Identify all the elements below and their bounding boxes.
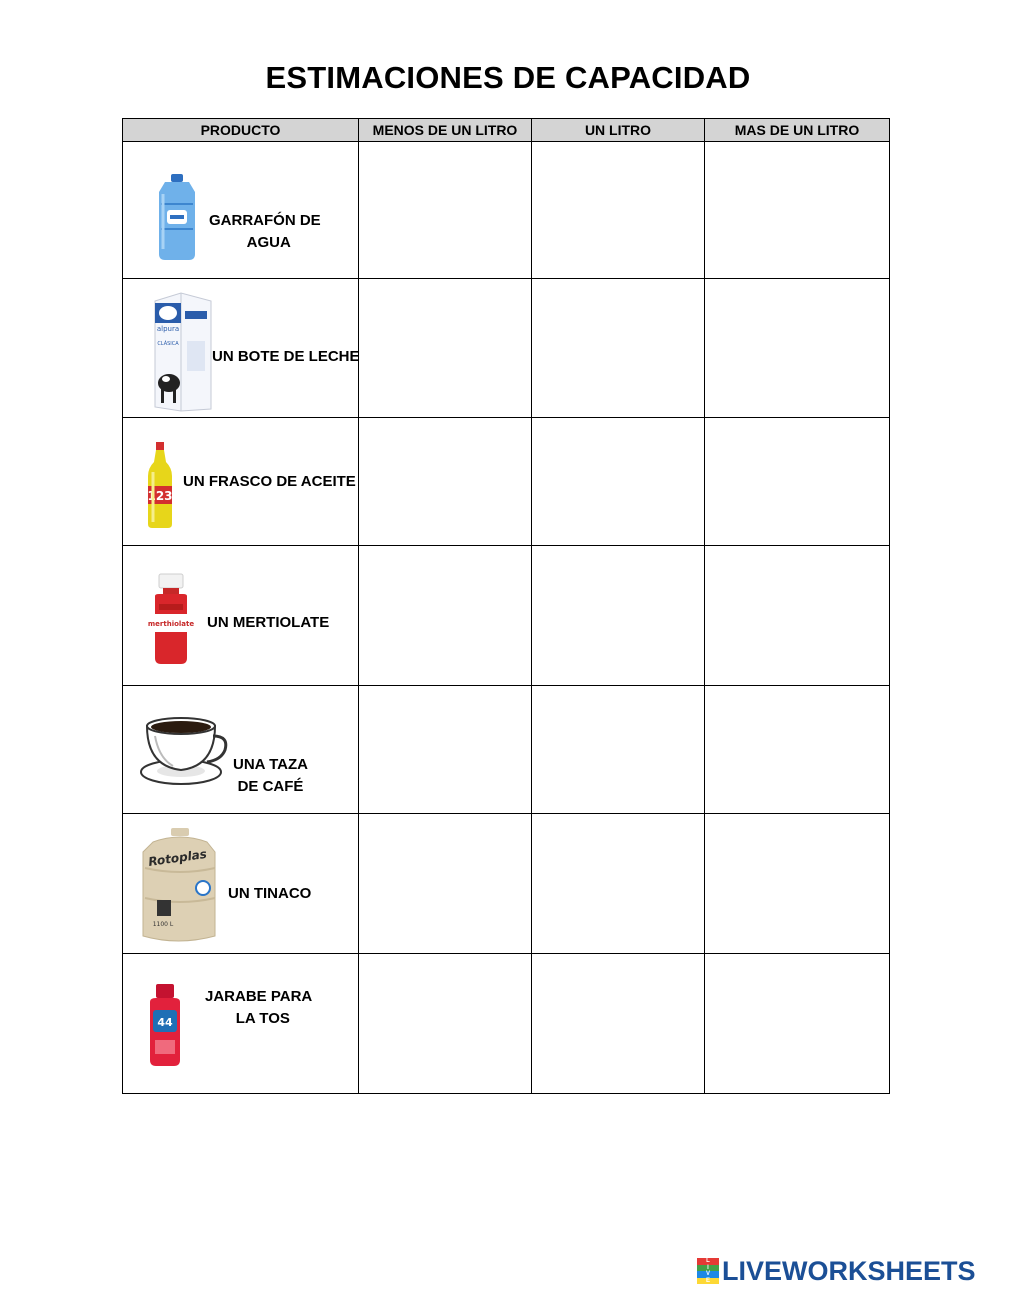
svg-text:merthiolate: merthiolate (147, 620, 195, 628)
merthiolate-bottle-icon (147, 574, 195, 664)
header-producto: PRODUCTO (123, 119, 359, 142)
milk-carton-icon (153, 291, 213, 411)
table-row (123, 279, 890, 418)
liveworksheets-logo (697, 1256, 976, 1286)
product-label: GARRAFÓN DE AGUA (209, 212, 321, 251)
product-cell (123, 142, 359, 279)
answer-mas-cell[interactable] (705, 142, 890, 279)
product-label: JARABE PARA LA TOS (205, 988, 313, 1027)
table-row (123, 142, 890, 279)
header-menos-de-un-litro: MENOS DE UN LITRO (359, 119, 532, 142)
answer-menos-cell[interactable] (359, 142, 532, 279)
cough-syrup-icon (147, 984, 183, 1066)
product-cell (123, 814, 359, 954)
svg-text:CLÁSICA: CLÁSICA (157, 341, 179, 347)
liveworksheets-logo-icon: L I V E (697, 1258, 719, 1284)
answer-menos-cell[interactable] (359, 954, 532, 1094)
header-un-litro: UN LITRO (532, 119, 705, 142)
svg-text:Rotoplas: Rotoplas (147, 846, 208, 869)
answer-un-litro-cell[interactable] (532, 814, 705, 954)
oil-bottle-icon (145, 442, 175, 530)
svg-text:alpura: alpura (156, 325, 180, 333)
product-label: UN MERTIOLATE (207, 614, 330, 631)
product-label: UN FRASCO DE ACEITE (183, 473, 356, 490)
product-label: UN BOTE DE LECHE (212, 348, 360, 365)
product-cell (123, 546, 359, 686)
answer-mas-cell[interactable] (705, 954, 890, 1094)
capacity-table (122, 118, 890, 1094)
answer-menos-cell[interactable] (359, 279, 532, 418)
header-mas-de-un-litro: MAS DE UN LITRO (705, 119, 890, 142)
product-label: UN TINACO (228, 885, 312, 902)
logo-text: LIVEWORKSHEETS (722, 1255, 976, 1286)
answer-mas-cell[interactable] (705, 686, 890, 814)
water-tank-icon (139, 828, 221, 946)
table-row (123, 546, 890, 686)
answer-mas-cell[interactable] (705, 418, 890, 546)
answer-un-litro-cell[interactable] (532, 279, 705, 418)
answer-menos-cell[interactable] (359, 814, 532, 954)
product-cell (123, 686, 359, 814)
answer-mas-cell[interactable] (705, 279, 890, 418)
table-row (123, 686, 890, 814)
answer-mas-cell[interactable] (705, 546, 890, 686)
table-header-row (123, 119, 890, 142)
svg-text:44: 44 (157, 1016, 173, 1029)
product-label: UNA TAZA DE CAFÉ (233, 756, 308, 795)
page-title: ESTIMACIONES DE CAPACIDAD (265, 60, 751, 95)
coffee-cup-icon (139, 716, 229, 788)
answer-un-litro-cell[interactable] (532, 686, 705, 814)
answer-un-litro-cell[interactable] (532, 418, 705, 546)
answer-un-litro-cell[interactable] (532, 954, 705, 1094)
answer-menos-cell[interactable] (359, 418, 532, 546)
table-row (123, 954, 890, 1094)
svg-text:123: 123 (147, 489, 173, 503)
table-row (123, 814, 890, 954)
product-cell (123, 954, 359, 1094)
svg-text:1100 L: 1100 L (152, 921, 174, 928)
product-cell (123, 279, 359, 418)
product-cell (123, 418, 359, 546)
water-jug-icon (151, 174, 203, 262)
answer-menos-cell[interactable] (359, 546, 532, 686)
answer-menos-cell[interactable] (359, 686, 532, 814)
answer-mas-cell[interactable] (705, 814, 890, 954)
table-row (123, 418, 890, 546)
answer-un-litro-cell[interactable] (532, 546, 705, 686)
answer-un-litro-cell[interactable] (532, 142, 705, 279)
